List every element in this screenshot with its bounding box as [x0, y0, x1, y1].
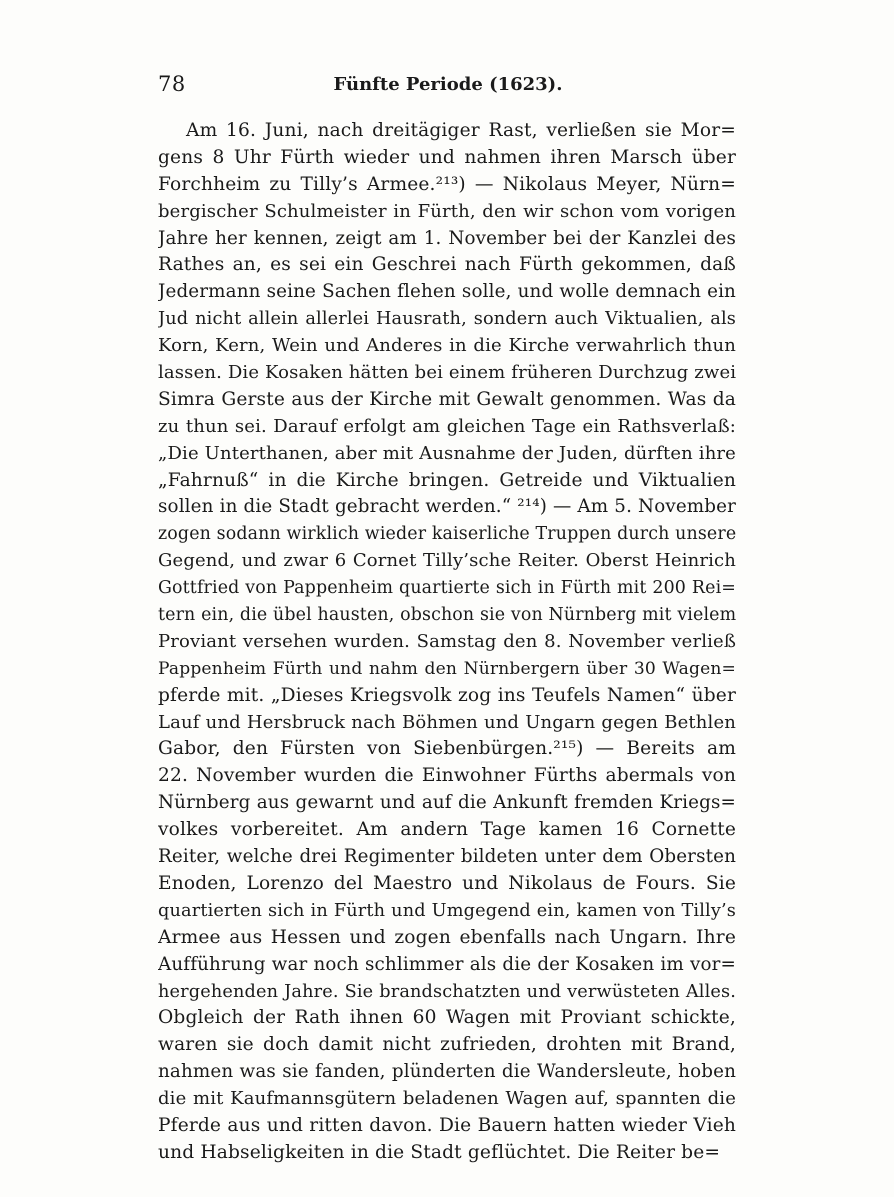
text-line: „Die Unterthanen, aber mit Ausnahme der Juden, dürften ihre: [158, 442, 736, 464]
running-head: Fünfte Periode (1623).: [333, 74, 563, 95]
text-line: Reiter, welche drei Regimenter bildeten unter dem Obersten: [158, 846, 736, 868]
body-text: [158, 118, 736, 1167]
text-line: Korn, Kern, Wein und Anderes in die Kirche verwahrlich thun: [158, 335, 736, 357]
text-line: lassen. Die Kosaken hätten bei einem früheren Durchzug zwei: [158, 362, 736, 384]
text-line: 22. November wurden die Einwohner Fürths abermals von: [158, 765, 736, 787]
text-line: pferde mit. „Dieses Kriegsvolk zog ins Teufels Namen“ über: [158, 684, 736, 706]
text-line: Jahre her kennen, zeigt am 1. November bei der Kanzlei des: [158, 227, 736, 249]
text-line: volkes vorbereitet. Am andern Tage kamen 16 Cornette: [158, 819, 736, 841]
text-line: Am 16. Juni, nach dreitägiger Rast, verließen sie Mor=: [186, 120, 736, 141]
text-line: Jud nicht allein allerlei Hausrath, sondern auch Viktualien, als: [158, 309, 736, 330]
text-line: Simra Gerste aus der Kirche mit Gewalt genommen. Was da: [158, 388, 736, 410]
text-line: Pferde aus und ritten davon. Die Bauern hatten wieder Vieh: [158, 1114, 736, 1136]
text-line: gens 8 Uhr Fürth wieder und nahmen ihren Marsch über: [158, 146, 736, 168]
text-line: Lauf und Hersbruck nach Böhmen und Ungarn gegen Bethlen: [158, 711, 736, 733]
text-line: tern ein, die übel hausten, obschon sie von Nürnberg mit vielem: [158, 605, 736, 626]
text-line: Gabor, den Fürsten von Siebenbürgen.²¹⁵) — Bereits am: [158, 738, 736, 760]
text-line: waren sie doch damit nicht zufrieden, drohten mit Brand,: [158, 1034, 736, 1056]
text-line: Aufführung war noch schlimmer als die der Kosaken im vor=: [158, 953, 736, 975]
text-line: quartierten sich in Fürth und Umgegend ein, kamen von Tilly’s: [158, 900, 736, 921]
page-number: 78: [158, 72, 186, 96]
text-line: Nürnberg aus gewarnt und auf die Ankunft fremden Kriegs=: [158, 792, 736, 814]
text-line: Jedermann seine Sachen flehen solle, und wolle demnach ein: [158, 281, 736, 303]
text-line: hergehenden Jahre. Sie brandschatzten und verwüsteten Alles.: [158, 981, 736, 1002]
text-line: Gottfried von Pappenheim quartierte sich in Fürth mit 200 Rei=: [158, 578, 736, 599]
text-line: „Fahrnuß“ in die Kirche bringen. Getreide und Viktualien: [158, 469, 736, 491]
text-line: zu thun sei. Darauf erfolgt am gleichen Tage ein Rathsverlaß:: [158, 415, 736, 437]
text-line: die mit Kaufmannsgütern beladenen Wagen auf, spannten die: [158, 1088, 736, 1110]
text-line: und Habseligkeiten in die Stadt geflüchtet. Die Reiter be=: [158, 1141, 721, 1163]
page-header: [158, 72, 738, 104]
text-line: Rathes an, es sei ein Geschrei nach Fürth gekommen, daß: [158, 254, 736, 276]
text-line: Enoden, Lorenzo del Maestro und Nikolaus de Fours. Sie: [158, 872, 736, 894]
text-line: Forchheim zu Tilly’s Armee.²¹³) — Nikolaus Meyer, Nürn=: [158, 173, 736, 195]
text-line: nahmen was sie fanden, plünderten die Wandersleute, hoben: [158, 1061, 736, 1083]
text-line: Obgleich der Rath ihnen 60 Wagen mit Proviant schickte,: [158, 1007, 736, 1029]
text-line: Proviant versehen wurden. Samstag den 8. November verließ: [158, 630, 736, 652]
text-line: Armee aus Hessen und zogen ebenfalls nach Ungarn. Ihre: [158, 926, 736, 948]
text-line: sollen in die Stadt gebracht werden.“ ²¹⁴) — Am 5. November: [158, 496, 736, 518]
text-line: bergischer Schulmeister in Fürth, den wir schon vom vorigen: [158, 200, 736, 222]
text-line: Pappenheim Fürth und nahm den Nürnbergern über 30 Wagen=: [158, 658, 736, 679]
text-line: Gegend, und zwar 6 Cornet Tilly’sche Reiter. Oberst Heinrich: [158, 550, 736, 572]
text-line: zogen sodann wirklich wieder kaiserliche Truppen durch unsere: [158, 524, 736, 545]
